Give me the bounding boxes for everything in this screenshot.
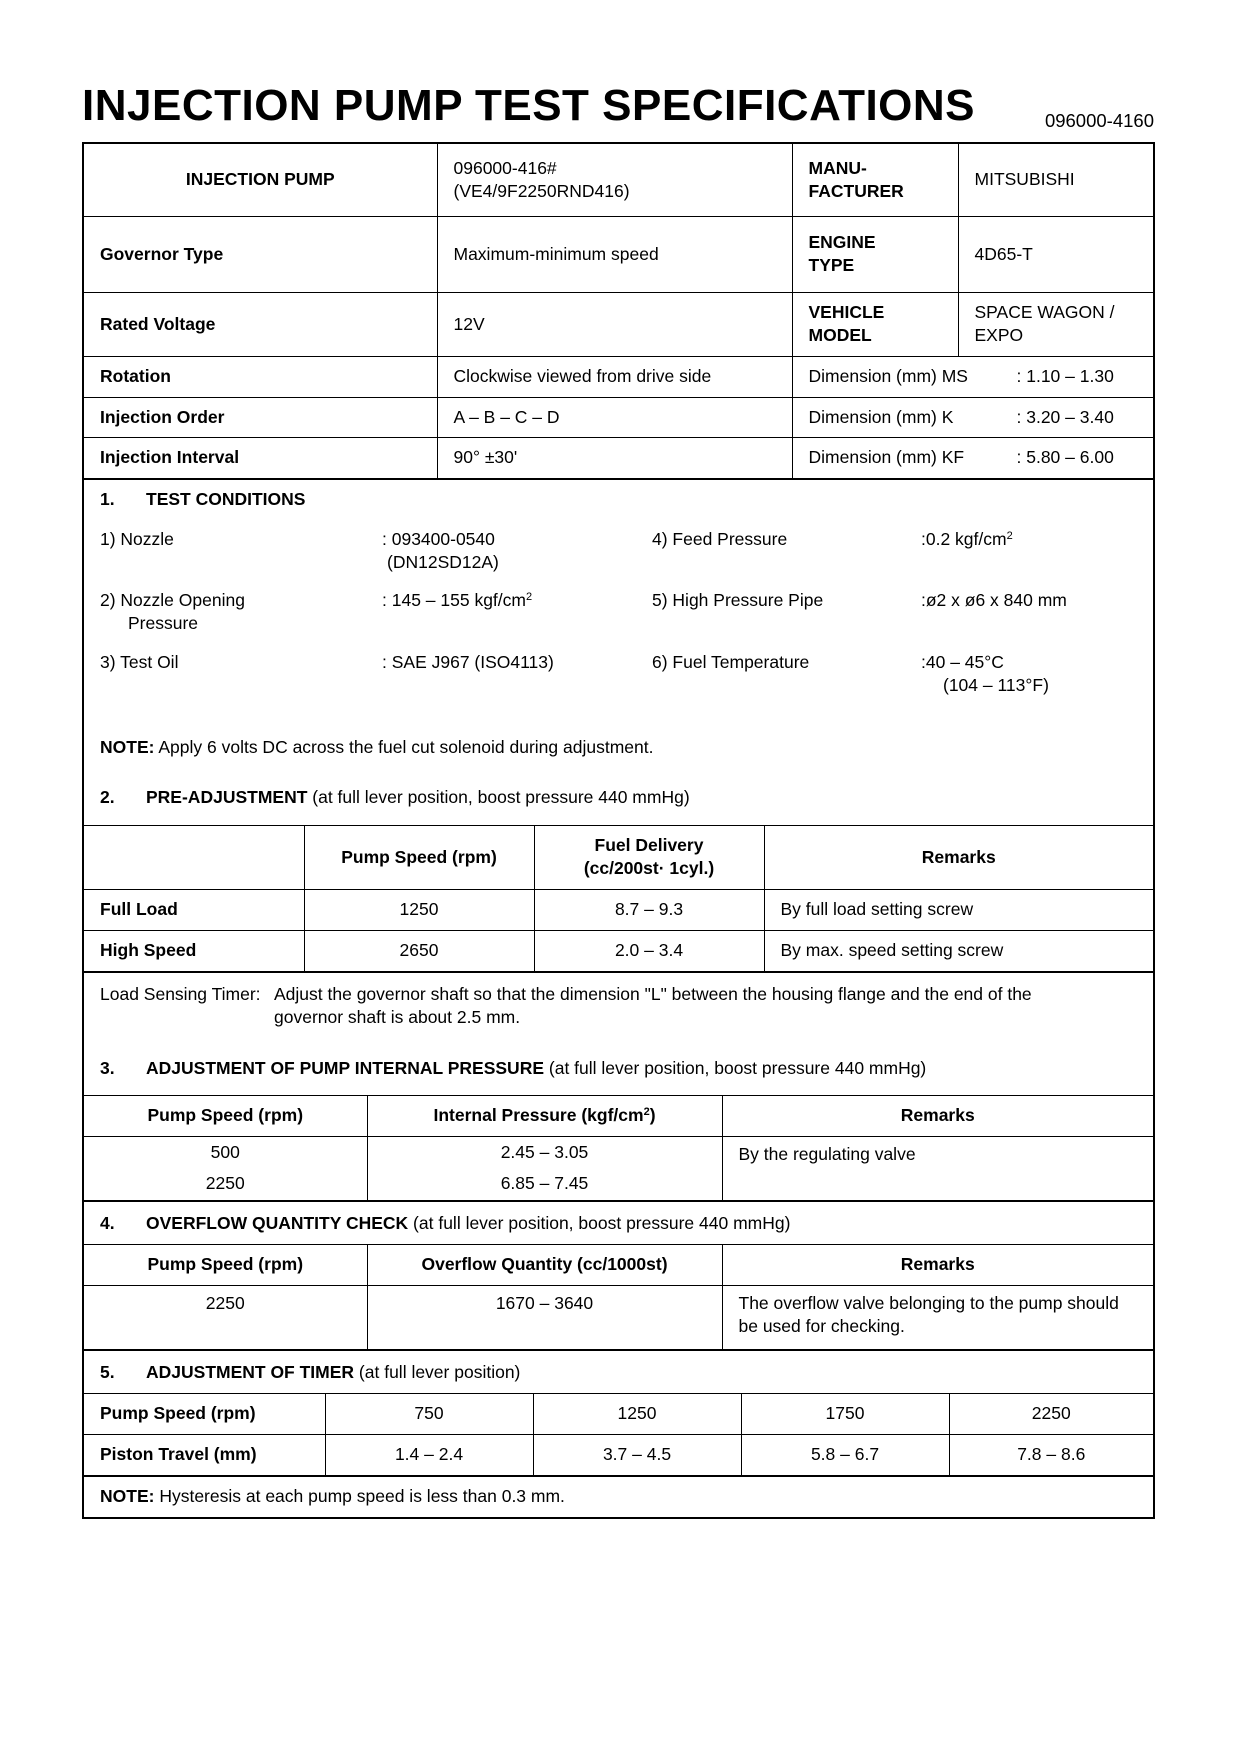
pump-speed: 1250	[533, 1393, 741, 1434]
rotation-value: Clockwise viewed from drive side	[437, 356, 792, 397]
table-row	[84, 1393, 1153, 1434]
section-5-heading: 5. ADJUSTMENT OF TIMER (at full lever position)	[100, 1361, 521, 1382]
section-4-heading-block	[84, 1201, 1153, 1244]
remarks: By max. speed setting screw	[764, 930, 1153, 971]
dimension-k: Dimension (mm) K : 3.20 – 3.40	[792, 397, 1153, 437]
vehicle-label: VEHICLE MODEL	[792, 292, 958, 356]
remarks: By full load setting screw	[764, 889, 1153, 930]
section-1-heading: 1. TEST CONDITIONS	[100, 488, 306, 509]
piston-travel-label: Piston Travel (mm)	[84, 1434, 325, 1475]
pump-label: INJECTION PUMP	[84, 144, 437, 216]
governor-label: Governor Type	[84, 216, 437, 292]
load-sensing-timer-label: Load Sensing Timer:	[100, 983, 261, 1004]
overflow-quantity-header: Overflow Quantity (cc/1000st)	[367, 1244, 722, 1285]
pump-speed: 2650	[304, 930, 534, 971]
injection-interval-value: 90° ±30'	[437, 437, 792, 478]
section-5-heading-block	[84, 1350, 1153, 1393]
remarks-header: Remarks	[722, 1244, 1153, 1285]
document-number: 096000-4160	[1044, 110, 1154, 131]
table-row	[84, 1136, 1153, 1200]
remarks: By the regulating valve	[722, 1136, 1153, 1200]
load-sensing-timer-text: Adjust the governor shaft so that the dimension "L" between the housing flange and the end of the governor shaft is about 2.5 mm.	[274, 983, 1032, 1027]
pre-adjustment-corner	[84, 825, 304, 889]
rotation-label: Rotation	[84, 356, 437, 397]
high-pressure-pipe-label: 5) High Pressure Pipe	[652, 589, 824, 610]
fuel-temperature-value: :40 – 45°C (104 – 113°F)	[921, 651, 1049, 695]
timer-note-block	[84, 1476, 1153, 1517]
piston-travel: 3.7 – 4.5	[533, 1434, 741, 1475]
pump-speed-header: Pump Speed (rpm)	[84, 1095, 367, 1136]
engine-label: ENGINE TYPE	[792, 216, 958, 292]
pump-speed: 1250	[304, 889, 534, 930]
piston-travel: 5.8 – 6.7	[741, 1434, 949, 1475]
remarks-header: Remarks	[722, 1095, 1153, 1136]
high-pressure-pipe-value: :ø2 x ø6 x 840 mm	[921, 589, 1067, 610]
internal-pressure-table	[84, 1095, 1153, 1201]
pump-info-table	[84, 144, 1153, 479]
voltage-value: 12V	[437, 292, 792, 356]
test-oil-label: 3) Test Oil	[100, 651, 179, 672]
injection-order-label: Injection Order	[84, 397, 437, 437]
fuel-temperature-label: 6) Fuel Temperature	[652, 651, 810, 672]
fuel-delivery: 8.7 – 9.3	[534, 889, 764, 930]
governor-value: Maximum-minimum speed	[437, 216, 792, 292]
pump-speed-header: Pump Speed (rpm)	[304, 825, 534, 889]
overflow-quantity: 1670 – 3640	[367, 1285, 722, 1349]
timer-adjustment-table	[84, 1393, 1153, 1476]
pump-speed: 2250	[84, 1285, 367, 1349]
table-row	[84, 889, 1153, 930]
table-row	[84, 1285, 1153, 1349]
fuel-delivery: 2.0 – 3.4	[534, 930, 764, 971]
test-conditions-section	[84, 479, 1153, 825]
injection-interval-label: Injection Interval	[84, 437, 437, 478]
remarks: The overflow valve belonging to the pump should be used for checking.	[722, 1285, 1153, 1349]
dimension-kf: Dimension (mm) KF : 5.80 – 6.00	[792, 437, 1153, 478]
overflow-quantity-table	[84, 1244, 1153, 1350]
manufacturer-value: MITSUBISHI	[958, 144, 1153, 216]
pump-speed: 1750	[741, 1393, 949, 1434]
voltage-label: Rated Voltage	[84, 292, 437, 356]
manufacturer-label: MANU- FACTURER	[792, 144, 958, 216]
spec-sheet	[82, 142, 1155, 1519]
injection-order-value: A – B – C – D	[437, 397, 792, 437]
pre-adjustment-table	[84, 825, 1153, 972]
pump-speeds: 500 2250	[84, 1136, 367, 1200]
nozzle-label: 1) Nozzle	[100, 528, 174, 549]
remarks-header: Remarks	[764, 825, 1153, 889]
pump-speed-label: Pump Speed (rpm)	[84, 1393, 325, 1434]
section-3-heading: 3. ADJUSTMENT OF PUMP INTERNAL PRESSURE (at full lever position, boost pressure 440 mmHg)	[100, 1057, 927, 1078]
feed-pressure-label: 4) Feed Pressure	[652, 528, 788, 549]
engine-value: 4D65-T	[958, 216, 1153, 292]
pump-value: 096000-416# (VE4/9F2250RND416)	[437, 144, 792, 216]
section-4-heading: 4. OVERFLOW QUANTITY CHECK (at full lever position, boost pressure 440 mmHg)	[100, 1212, 791, 1233]
fuel-delivery-header: Fuel Delivery (cc/200st· 1cyl.)	[534, 825, 764, 889]
test-conditions-note: NOTE: Apply 6 volts DC across the fuel cut solenoid during adjustment.	[100, 736, 654, 757]
test-oil-value: : SAE J967 (ISO4113)	[382, 651, 554, 672]
piston-travel: 7.8 – 8.6	[949, 1434, 1153, 1475]
table-row	[84, 1434, 1153, 1475]
piston-travel: 1.4 – 2.4	[325, 1434, 533, 1475]
table-row	[84, 930, 1153, 971]
timer-note: NOTE: Hysteresis at each pump speed is less than 0.3 mm.	[100, 1485, 565, 1506]
nozzle-opening-label: 2) Nozzle Opening Pressure	[100, 589, 245, 633]
pump-speed: 750	[325, 1393, 533, 1434]
section-2-heading: 2. PRE-ADJUSTMENT (at full lever position, boost pressure 440 mmHg)	[100, 786, 690, 807]
nozzle-value: : 093400-0540 (DN12SD12A)	[382, 528, 499, 572]
internal-pressures: 2.45 – 3.05 6.85 – 7.45	[367, 1136, 722, 1200]
pump-speed-header: Pump Speed (rpm)	[84, 1244, 367, 1285]
page-title: INJECTION PUMP TEST SPECIFICATIONS	[82, 81, 976, 130]
pump-speed: 2250	[949, 1393, 1153, 1434]
row-name: Full Load	[84, 889, 304, 930]
nozzle-opening-value: : 145 – 155 kgf/$cm^2$	[382, 589, 533, 610]
vehicle-value: SPACE WAGON / EXPO	[958, 292, 1153, 356]
dimension-ms: Dimension (mm) MS : 1.10 – 1.30	[792, 356, 1153, 397]
internal-pressure-header: Internal Pressure $(kgf/cm^2)$	[367, 1095, 722, 1136]
feed-pressure-value: :0.2 kgf/$cm^2$	[921, 528, 1013, 549]
row-name: High Speed	[84, 930, 304, 971]
load-sensing-timer-block	[84, 972, 1153, 1095]
